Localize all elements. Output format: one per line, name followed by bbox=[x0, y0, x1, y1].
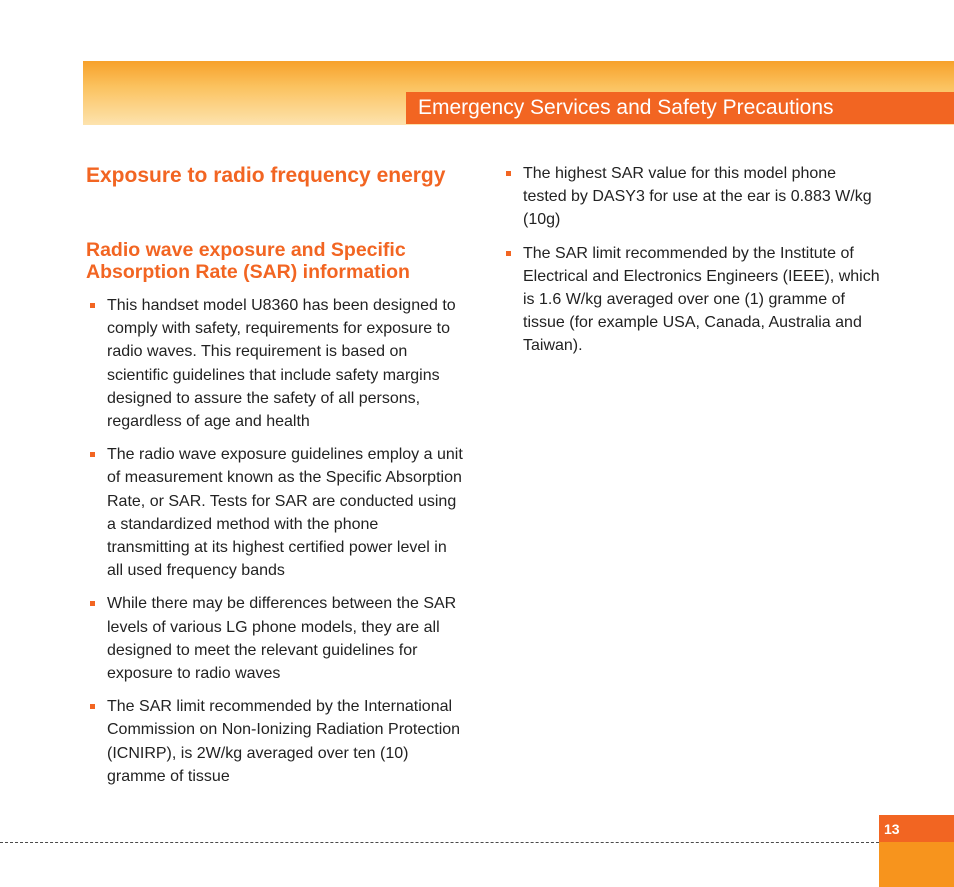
left-bullet-list bbox=[90, 294, 465, 798]
bullet-square-icon bbox=[506, 251, 511, 256]
list-item bbox=[90, 443, 465, 582]
list-item bbox=[506, 242, 881, 358]
bullet-square-icon bbox=[90, 452, 95, 457]
right-bullet-list bbox=[506, 162, 881, 368]
list-item bbox=[506, 162, 881, 232]
page-subheading: Radio wave exposure and Specific Absorption Rate (SAR) information bbox=[86, 239, 410, 283]
bullet-square-icon bbox=[506, 171, 511, 176]
footer-dashed-divider bbox=[0, 842, 879, 843]
list-item-text: The radio wave exposure guidelines employ a unit of measurement known as the Specific Absorption Rate, or SAR. Tests for SAR are conducted using a standardized method with the phone transmitting at its highest certified power level in all used frequency bands bbox=[107, 446, 463, 580]
list-item bbox=[90, 294, 465, 433]
bullet-square-icon bbox=[90, 601, 95, 606]
bullet-square-icon bbox=[90, 704, 95, 709]
list-item-text: While there may be differences between the SAR levels of various LG phone models, they are all designed to meet the relevant guidelines for exposure to radio waves bbox=[107, 595, 457, 683]
page-heading: Exposure to radio frequency energy bbox=[86, 164, 446, 187]
section-title: Emergency Services and Safety Precautions bbox=[406, 92, 954, 124]
bullet-square-icon bbox=[90, 303, 95, 308]
list-item-text: This handset model U8360 has been designed to comply with safety, requirements for exposure to radio waves. This requirement is based on scientific guidelines that include safety margins designed to assure the safety of all persons, regardless of age and health bbox=[107, 297, 456, 431]
list-item-text: The SAR limit recommended by the Institute of Electrical and Electronics Engineers (IEEE), which is 1.6 W/kg averaged over one (1) gramme of tissue (for example USA, Canada, Australia and Taiwan). bbox=[523, 244, 880, 355]
list-item-text: The SAR limit recommended by the International Commission on Non-Ionizing Radiation Protection (ICNIRP), is 2W/kg averaged over ten (10) gramme of tissue bbox=[107, 698, 461, 785]
list-item bbox=[90, 592, 465, 685]
list-item bbox=[90, 695, 465, 788]
list-item-text: The highest SAR value for this model phone tested by DASY3 for use at the ear is 0.883 W/kg (10g) bbox=[523, 165, 872, 229]
page-number: 13 bbox=[879, 815, 954, 842]
page-tab-block bbox=[879, 842, 954, 887]
